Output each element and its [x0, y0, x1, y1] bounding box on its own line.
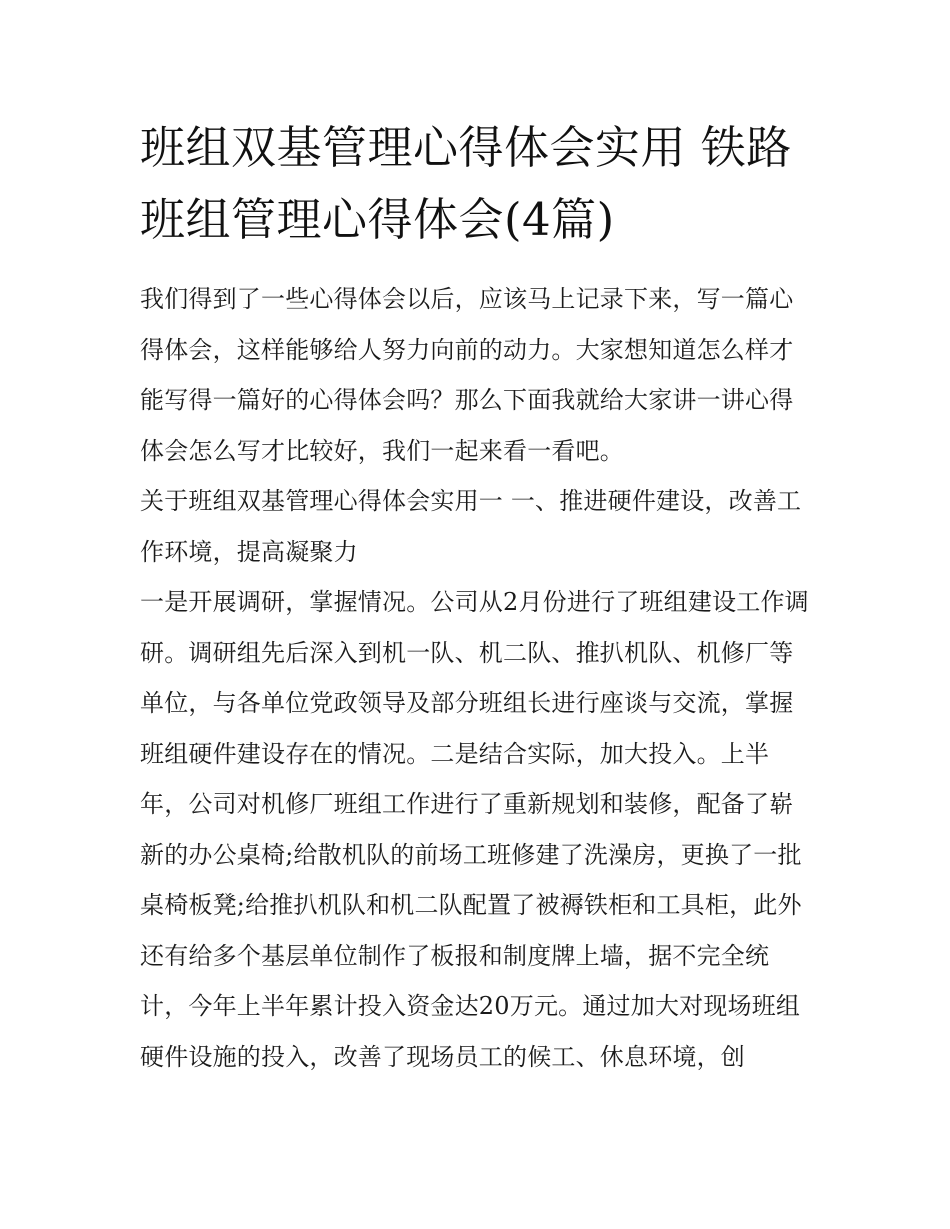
section-heading-paragraph: 关于班组双基管理心得体会实用一 一、推进硬件建设，改善工作环境，提高凝聚力	[140, 487, 802, 566]
intro-paragraph: 我们得到了一些心得体会以后，应该马上记录下来，写一篇心得体会，这样能够给人努力向前的动力。大家想知道怎么样才能写得一篇好的心得体会吗？那么下面我就给大家讲一讲心得体会怎么写才比较好，我们一起来看一看吧。	[140, 285, 794, 465]
document-title: 班组双基管理心得体会实用 铁路班组管理心得体会(4篇)	[140, 121, 792, 246]
document-body	[140, 112, 815, 1082]
body-paragraph: 一是开展调研，掌握情况。公司从2月份进行了班组建设工作调研。调研组先后深入到机一队、机二队、推扒机队、机修厂等单位，与各单位党政领导及部分班组长进行座谈与交流，掌握班组硬件建设存在的情况。二是结合实际，加大投入。上半年，公司对机修厂班组工作进行了重新规划和装修，配备了崭新的办公桌椅;给散机队的前场工班修建了洗澡房，更换了一批桌椅板凳;给推扒机队和机二队配置了被褥铁柜和工具柜，此外还有给多个基层单位制作了板报和制度牌上墙，据不完全统计，今年上半年累计投入资金达20万元。通过加大对现场班组硬件设施的投入，改善了现场员工的候工、休息环境，创	[140, 588, 809, 1071]
